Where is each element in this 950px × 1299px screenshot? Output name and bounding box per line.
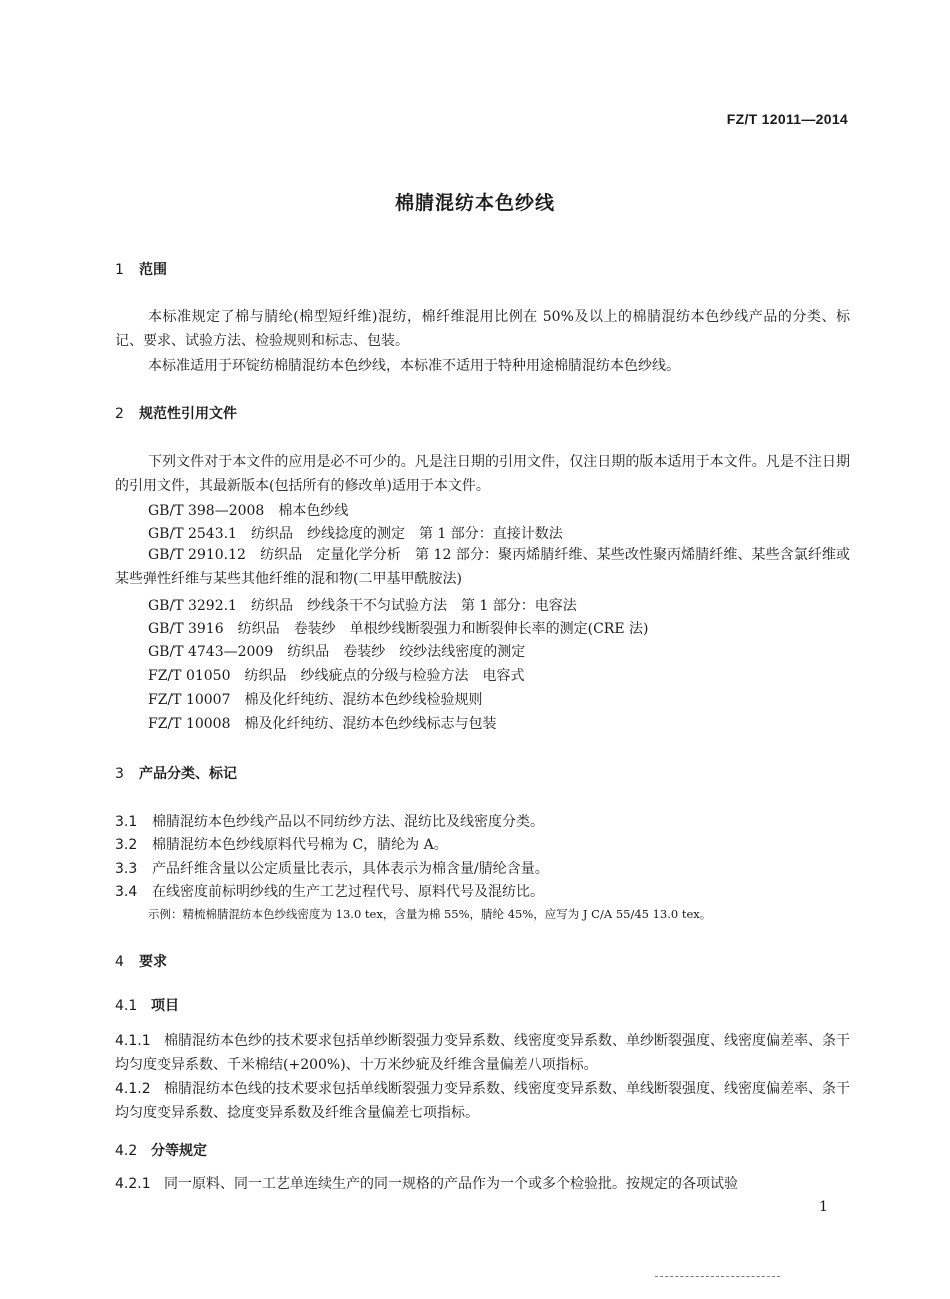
example-note: 示例：精梳棉腈混纺本色纱线密度为 13.0 tex，含量为棉 55%，腈纶 45%，应写为 J C/A 55/45 13.0 tex。: [148, 907, 712, 921]
clause-text: 棉腈混纺本色纱线产品以不同纺纱方法、混纺比及线密度分类。: [152, 814, 544, 830]
clause-number: 4.1.1: [115, 1033, 151, 1049]
section-number: 4: [115, 954, 124, 970]
document-title: 棉腈混纺本色纱线: [394, 192, 555, 214]
reference-item: GB/T 4743—2009 纺织品 卷装纱 绞纱法线密度的测定: [148, 644, 526, 660]
subsection-number: 4.1: [115, 998, 138, 1014]
reference-item: FZ/T 10007 棉及化纤纯纺、混纺本色纱线检验规则: [148, 692, 483, 708]
clause-text: 在线密度前标明纱线的生产工艺过程代号、原料代号及混纺比。: [152, 884, 544, 900]
section-title: 要求: [139, 954, 167, 970]
clause-4-1-2: [115, 1077, 850, 1125]
clause-text: 产品纤维含量以公定质量比表示，具体表示为棉含量/腈纶含量。: [152, 861, 549, 877]
reference-item: GB/T 2543.1 纺织品 纱线捻度的测定 第 1 部分：直接计数法: [148, 526, 563, 542]
clause-number: 3.1: [115, 814, 138, 830]
section-title: 范围: [139, 262, 167, 278]
scope-paragraph-2: 本标准适用于环锭纺棉腈混纺本色纱线，本标准不适用于特种用途棉腈混纺本色纱线。: [148, 358, 680, 374]
section-4-heading: [115, 951, 167, 971]
clause-4-2-1: [115, 1172, 738, 1196]
reference-item: FZ/T 01050 纺织品 纱线疵点的分级与检验方法 电容式: [148, 668, 525, 684]
clause-3-2: [115, 833, 448, 857]
section-title: 产品分类、标记: [139, 766, 237, 782]
reference-item: GB/T 2910.12 纺织品 定量化学分析 第 12 部分：聚丙烯腈纤维、某些改性聚丙烯腈纤维、某些含氯纤维或某些弹性纤维与某些其他纤维的混和物(二甲基甲酰胺法): [115, 547, 850, 587]
clause-text: 棉腈混纺本色纱线原料代号棉为 C，腈纶为 A。: [152, 837, 448, 853]
section-number: 1: [115, 262, 124, 278]
references-intro: 下列文件对于本文件的应用是必不可少的。凡是注日期的引用文件，仅注日期的版本适用于本文件。凡是不注日期的引用文件，其最新版本(包括所有的修改单)适用于本文件。: [115, 454, 850, 494]
clause-4-1-1: [115, 1029, 850, 1077]
clause-3-4: [115, 880, 544, 904]
subsection-number: 4.2: [115, 1143, 138, 1159]
clause-number: 3.3: [115, 861, 138, 877]
reference-item: GB/T 3916 纺织品 卷装纱 单根纱线断裂强力和断裂伸长率的测定(CRE 法): [148, 621, 649, 637]
section-number: 3: [115, 766, 124, 782]
subsection-title: 项目: [151, 998, 179, 1014]
section-3-heading: [115, 763, 237, 783]
standard-code: FZ/T 12011—2014: [726, 111, 848, 127]
clause-3-3: [115, 857, 549, 881]
clause-3-1: [115, 810, 544, 834]
reference-item: GB/T 398—2008 棉本色纱线: [148, 503, 349, 519]
section-number: 2: [115, 406, 124, 422]
subsection-4-1-heading: [115, 995, 179, 1015]
clause-text: 棉腈混纺本色线的技术要求包括单线断裂强力变异系数、线密度变异系数、单线断裂强度、线密度偏差率、条干均匀度变异系数、捻度变异系数及纤维含量偏差七项指标。: [115, 1081, 850, 1121]
scope-paragraph-1: 本标准规定了棉与腈纶(棉型短纤维)混纺，棉纤维混用比例在 50%及以上的棉腈混纺本色纱线产品的分类、标记、要求、试验方法、检验规则和标志、包装。: [115, 309, 850, 349]
section-title: 规范性引用文件: [139, 406, 237, 422]
clause-number: 3.2: [115, 837, 138, 853]
page-number: 1: [819, 1199, 828, 1215]
reference-item: FZ/T 10008 棉及化纤纯纺、混纺本色纱线标志与包装: [148, 716, 497, 732]
subsection-4-2-heading: [115, 1140, 207, 1160]
scan-artifact-divider: [655, 1276, 780, 1277]
clause-number: 3.4: [115, 884, 138, 900]
section-2-heading: [115, 403, 237, 423]
clause-text: 棉腈混纺本色纱的技术要求包括单纱断裂强力变异系数、线密度变异系数、单纱断裂强度、线密度偏差率、条干均匀度变异系数、千米棉结(+200%)、十万米纱疵及纤维含量偏差八项指标。: [115, 1033, 850, 1073]
subsection-title: 分等规定: [151, 1143, 207, 1159]
reference-item: GB/T 3292.1 纺织品 纱线条干不匀试验方法 第 1 部分：电容法: [148, 598, 577, 614]
section-1-heading: [115, 259, 167, 279]
clause-number: 4.1.2: [115, 1081, 151, 1097]
clause-number: 4.2.1: [115, 1176, 151, 1192]
clause-text: 同一原料、同一工艺单连续生产的同一规格的产品作为一个或多个检验批。按规定的各项试验: [164, 1176, 738, 1192]
